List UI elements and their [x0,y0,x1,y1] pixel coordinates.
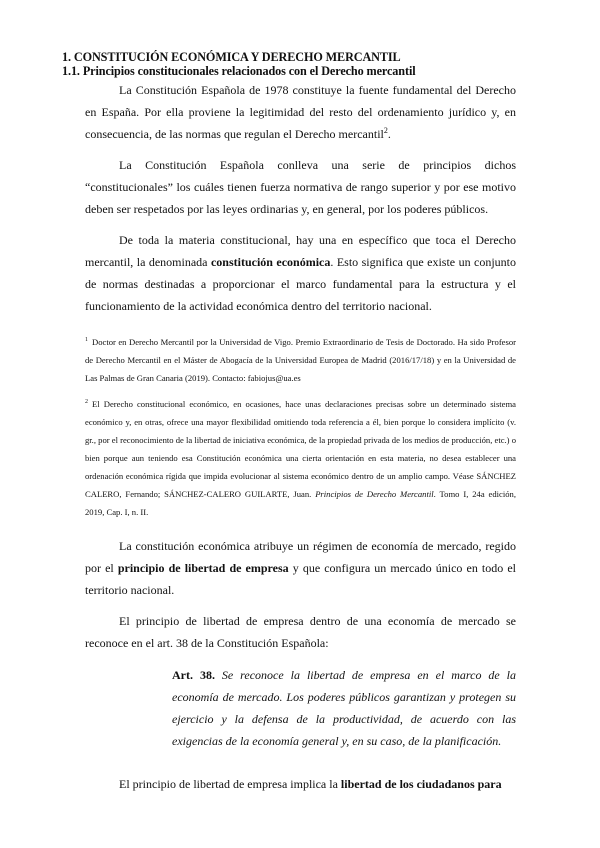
footnotes [85,333,516,521]
footnote-mark-2: 2 [85,399,88,406]
article-text: Se reconoce la libertad de empresa en el marco de la economía de mercado. Los poderes públicos garantizan y protegen su ejercicio y la defensa de la productividad, de acuerdo con las exigencias de la economía general y, en su caso, de la planificación. [172,668,517,748]
footnote-mark-1: 1 [85,337,88,344]
paragraph-market-economy: La constitución económica atribuye un régimen de economía de mercado, regido por el principio de libertad de empresa y que configura un mercado único en todo el territorio nacional. [85,539,517,597]
body-text-final [85,773,516,795]
term-libertad-de-empresa: principio de libertad de empresa [117,561,289,575]
paragraph-art-38-intro: El principio de libertad de empresa dentro de una economía de mercado se reconoce en el art. 38 de la Constitución Española: [85,614,516,650]
paragraph-freedom-citizens: El principio de libertad de empresa implica la libertad de los ciudadanos para [119,777,502,791]
paragraph-constitutional-principles: La Constitución Española conlleva una serie de principios dichos “constitucionales” los cuáles tienen fuerza normativa de rango superior y por ese motivo deben ser respetados por las leyes ordinarias y, en general, por los poderes públicos. [85,158,516,216]
footnote-2: $^2$ El Derecho constitucional económico, en ocasiones, hace unas declaraciones precisas sobre un determinado sistema económico y, en otras, ofrece una mayor flexibilidad omitiendo toda referencia a él, bien porque lo considera implícito (v. gr., por el reconocimiento de la libertad de iniciativa económica, de la propiedad privada de los medios de producción, etc.) o bien porque aun teniendo esa Constitución económica una cierta orientación en esta materia, no desea establecer una ordenación económica rígida que impida evolucionar al sistema económico dentro de un amplio campo. Véase SÁNCHEZ CALERO, Fernando; SÁNCHEZ-CALERO GUILARTE, Juan. Principios de Derecho Mercantil. Tomo I, 24a edición, 2019, Cap. I, n. II. [85,399,516,517]
body-text-top [85,79,516,317]
subsection-heading: 1.1. Principios constitucionales relacionados con el Derecho mercantil [62,64,416,78]
paragraph-economic-constitution: De toda la materia constitucional, hay una en específico que toca el Derecho mercantil, la denominada constitución económica. Esto significa que existe un conjunto de normas destinadas a proporcionar el marco fundamental para la estructura y el funcionamiento de la actividad económica dentro del territorio nacional. [85,233,516,313]
section-heading: 1. CONSTITUCIÓN ECONÓMICA Y DERECHO MERCANTIL [62,50,401,64]
footnote-1: $^1$ Doctor en Derecho Mercantil por la Universidad de Vigo. Premio Extraordinario de Tesis de Doctorado. Ha sido Profesor de Derecho Mercantil en el Máster de Abogacía de la Universidad Europea de Madrid (2016/17/18) y en la Universidad de Las Palmas de Gran Canaria (2019). Contacto: fabiojus@ua.es [85,337,516,383]
term-constitucion-economica: constitución económica [210,255,331,269]
paragraph-constitution-1978: La Constitución Española de 1978 constituye la fuente fundamental del Derecho en España. Por ella proviene la legitimidad del resto del ordenamiento jurídico y, en consecuencia, de las normas que regulan el Derecho mercantil$^2$. [85,83,516,141]
book-title: Principios de Derecho Mercantil [315,489,434,499]
body-text-bottom [85,535,516,654]
footnote-ref-2[interactable]: 2 [383,126,388,135]
article-38-quote [172,664,516,752]
term-libertad-ciudadanos: libertad de los ciudadanos para [340,777,502,791]
article-label: Art. 38. [172,668,215,682]
